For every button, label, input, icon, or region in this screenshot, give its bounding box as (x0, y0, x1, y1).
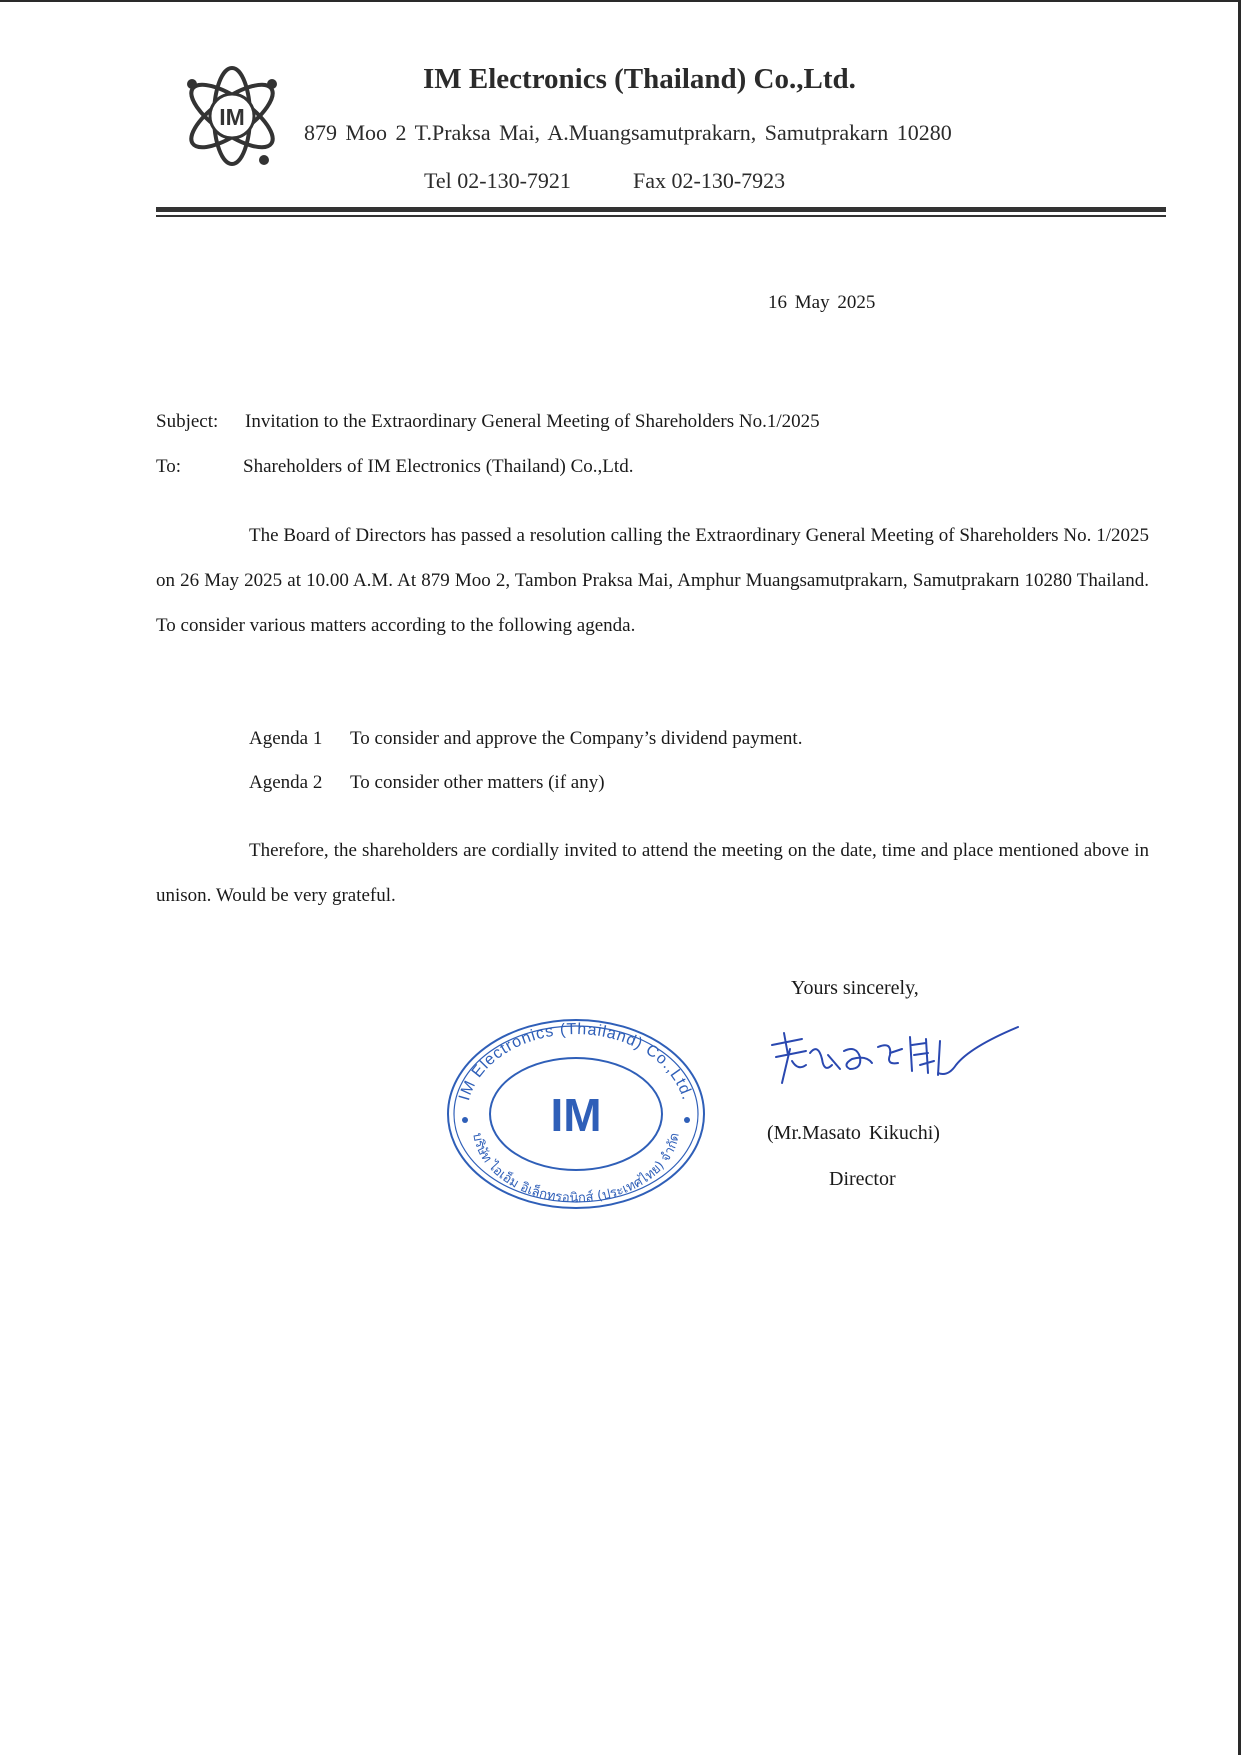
company-address: 879 Moo 2 T.Praksa Mai, A.Muangsamutprakarn, Samutprakarn 10280 (304, 120, 952, 145)
logo-text: IM (219, 104, 245, 130)
body-paragraph-invitation: The Board of Directors has passed a resolution calling the Extraordinary General Meeting of Shareholders No. 1/2025 on 26 May 2025 at 10.00 A.M. At 879 Moo 2, Tambon Praksa Mai, Amphur Muangsamutprakarn, Samutprakarn 10280 Thailand. To consider various matters according to the following agenda. (156, 525, 1149, 636)
body-paragraph-closing: Therefore, the shareholders are cordially invited to attend the meeting on the date, time and place mentioned above in unison. Would be very grateful. (156, 840, 1149, 906)
stamp-thai-text: บริษัท ไอเอ็ม อิเล็กทรอนิกส์ (ประเทศไทย) จำกัด (469, 1131, 683, 1207)
agenda-1-text: To consider and approve the Company’s dividend payment. (350, 728, 803, 749)
signer-title: Director (829, 1168, 896, 1190)
stamp-outer-text: IM Electronics (Thailand) Co.,Ltd. (456, 1020, 696, 1103)
closing-salutation: Yours sincerely, (791, 977, 919, 999)
handwritten-signature (762, 1025, 1022, 1095)
recipient-label: To: (156, 456, 182, 477)
letter-date: 16 May 2025 (768, 292, 876, 313)
company-logo (180, 64, 284, 168)
subject-text: Invitation to the Extraordinary General Meeting of Shareholders No.1/2025 (245, 411, 820, 432)
subject-label: Subject: (156, 411, 219, 432)
agenda-2-number: Agenda 2 (249, 772, 323, 793)
agenda-2-text: To consider other matters (if any) (350, 772, 605, 793)
company-name: IM Electronics (Thailand) Co.,Ltd. (423, 63, 856, 95)
stamp-center-text: IM (550, 1089, 602, 1141)
company-seal-stamp (443, 1016, 709, 1212)
letterhead-rule-thin (156, 215, 1166, 217)
company-fax: Fax 02-130-7923 (633, 168, 786, 193)
letterhead-rule (156, 207, 1166, 212)
signer-name: (Mr.Masato Kikuchi) (767, 1122, 940, 1144)
company-tel: Tel 02-130-7921 (424, 168, 571, 193)
recipient-text: Shareholders of IM Electronics (Thailand) Co.,Ltd. (243, 456, 634, 477)
scan-edge-top (0, 0, 1241, 2)
agenda-1-number: Agenda 1 (249, 728, 323, 749)
